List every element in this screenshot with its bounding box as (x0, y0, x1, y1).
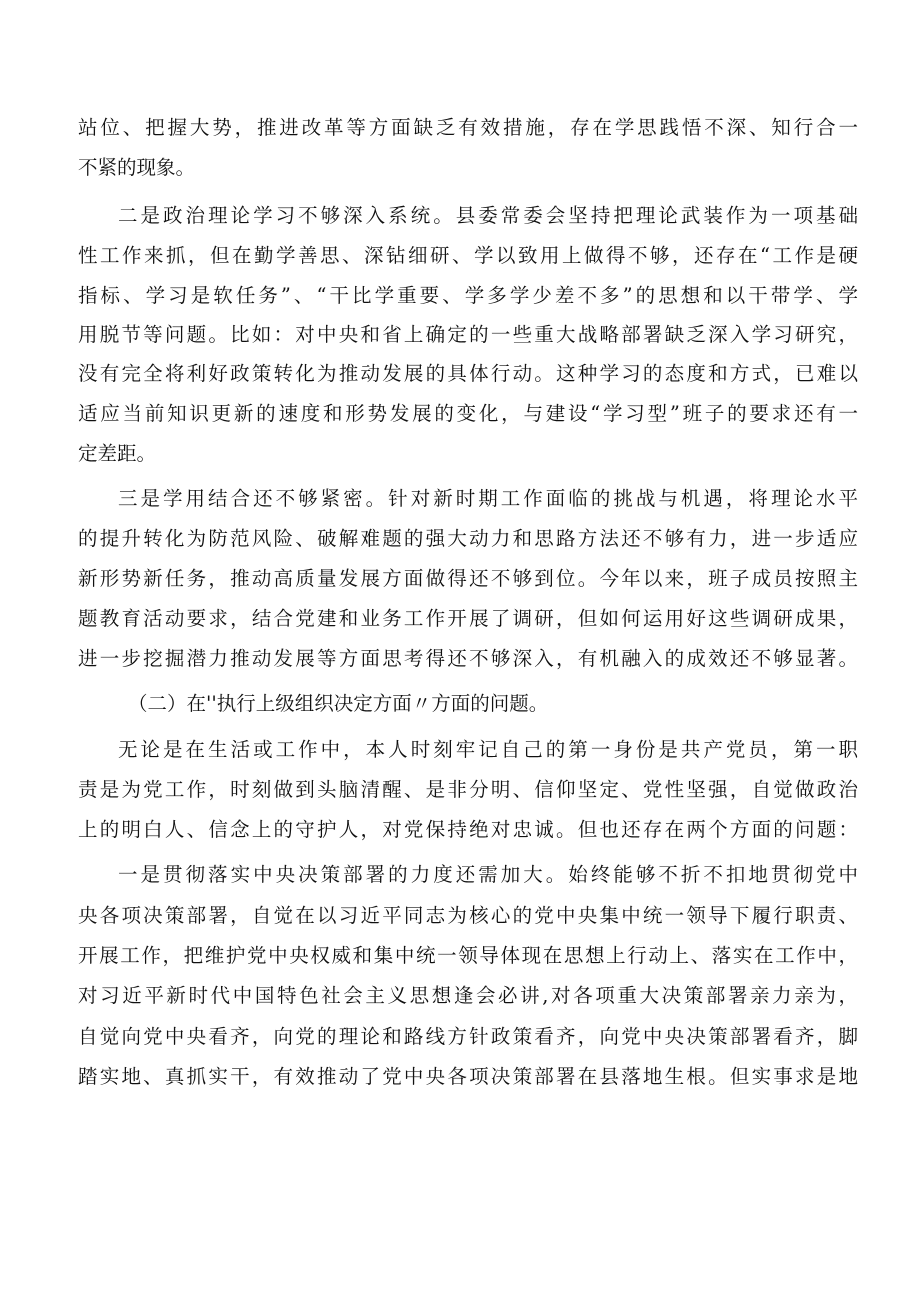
text-line: 站位、把握大势，推进改革等方面缺乏有效措施，存在学思践悟不深、知行合一 (78, 116, 858, 139)
text-line: 上的明白人、信念上的守护人，对党保持绝对忠诚。但也还存在两个方面的问题： (78, 818, 858, 841)
text-line: 题教育活动要求，结合党建和业务工作开展了调研，但如何运用好这些调研成果， (78, 607, 858, 630)
text-line: 进一步挖掘潜力推动发展等方面思考得还不够深入，有机融入的成效还不够显著。 (78, 647, 858, 670)
text-line: 定差距。 (78, 442, 157, 465)
text-line: 的提升转化为防范风险、破解难题的强大动力和思路方法还不够有力，进一步适应 (78, 527, 858, 550)
text-line: 踏实地、真抓实干，有效推动了党中央各项决策部署在县落地生根。但实事求是地 (78, 1065, 858, 1088)
text-line: 三是学用结合还不够紧密。针对新时期工作面临的挑战与机遇，将理论水平 (118, 487, 858, 510)
text-line: 没有完全将利好政策转化为推动发展的具体行动。这种学习的态度和方式，已难以 (78, 362, 858, 385)
text-line: 责是为党工作，时刻做到头脑清醒、是非分明、信仰坚定、党性坚强，自觉做政治 (78, 778, 858, 801)
text-line: 指标、学习是软任务”、“干比学重要、学多学少差不多”的思想和以干带学、学 (78, 284, 858, 307)
text-line: 用脱节等问题。比如：对中央和省上确定的一些重大战略部署缺乏深入学习研究， (78, 323, 858, 346)
text-line: 对习近平新时代中国特色社会主义思想逢会必讲,对各项重大决策部署亲力亲为， (78, 984, 858, 1007)
section-heading: （二）在''执行上级组织决定方面〃方面的问题。 (128, 692, 549, 715)
text-line: 适应当前知识更新的速度和形势发展的变化，与建设“学习型”班子的要求还有一 (78, 402, 858, 425)
text-line: 一是贯彻落实中央决策部署的力度还需加大。始终能够不折不扣地贯彻党中 (118, 863, 858, 886)
text-line: 性工作来抓，但在勤学善思、深钻细研、学以致用上做得不够，还存在“工作是硬 (78, 244, 858, 267)
text-line: 开展工作，把维护党中央权威和集中统一领导体现在思想上行动上、落实在工作中， (78, 944, 858, 967)
text-line: 自觉向党中央看齐，向党的理论和路线方针政策看齐，向党中央决策部署看齐，脚 (78, 1025, 858, 1048)
text-line: 央各项决策部署，自觉在以习近平同志为核心的党中央集中统一领导下履行职责、 (78, 904, 858, 927)
text-line: 不紧的现象。 (78, 156, 196, 179)
text-line: 新形势新任务，推动高质量发展方面做得还不够到位。今年以来，班子成员按照主 (78, 567, 858, 590)
text-line: 二是政治理论学习不够深入系统。县委常委会坚持把理论武装作为一项基础 (118, 204, 858, 227)
text-line: 无论是在生活或工作中，本人时刻牢记自己的第一身份是共产党员，第一职 (118, 738, 858, 761)
